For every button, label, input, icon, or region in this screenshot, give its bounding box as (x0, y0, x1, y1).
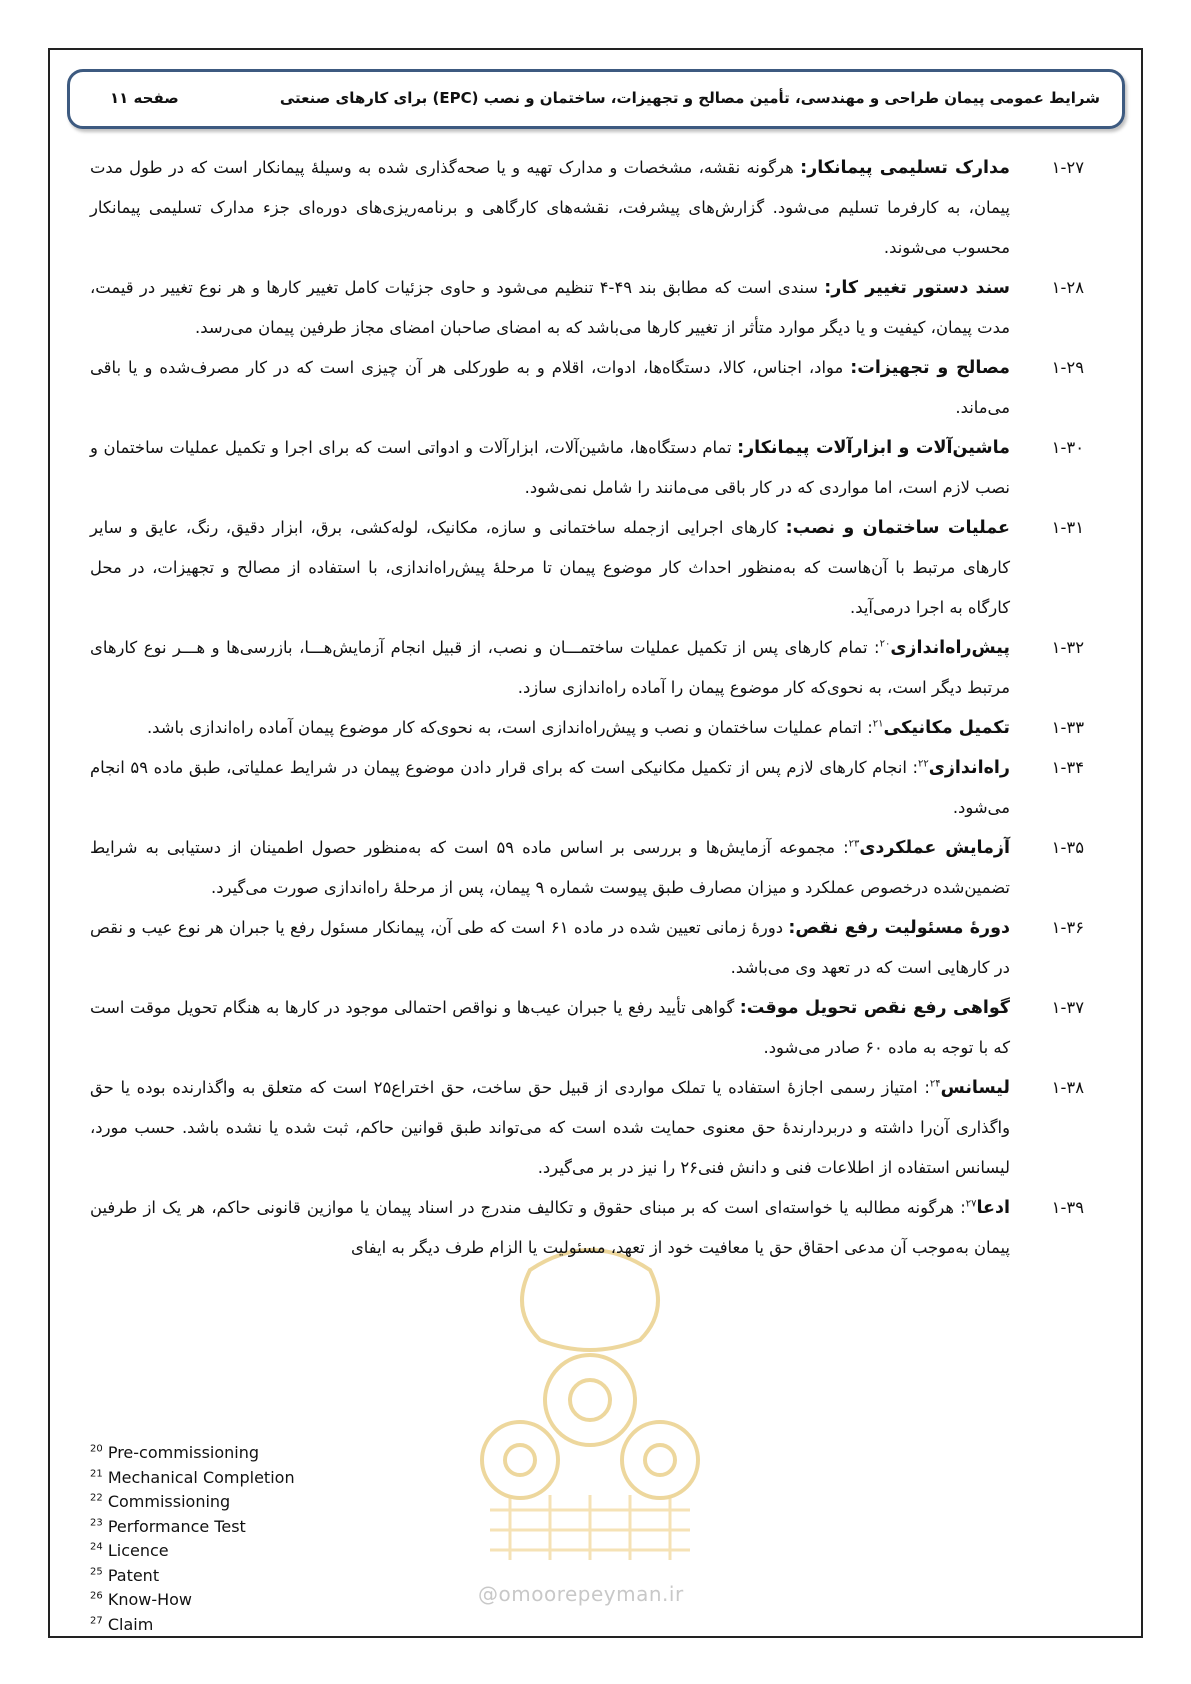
footnote-text: Licence (107, 1541, 169, 1560)
footnote (90, 1588, 295, 1613)
clause (90, 148, 1084, 268)
clause (90, 268, 1084, 348)
clause (90, 1068, 1084, 1188)
clause-text: مواد، اجناس، کالا، دستگاه‌ها، ادوات، اقلام و به طورکلی هر آن چیزی است که در کار مصرف‌شده و یا باقی می‌ماند. (90, 358, 1010, 417)
footnote-ref: ۲۷ (965, 1198, 977, 1210)
clause-term: پیش‌راه‌اندازی (890, 638, 1010, 658)
clause-term: لیسانس (940, 1078, 1010, 1098)
clause-term: سند دستور تغییر کار: (824, 278, 1010, 298)
footnote-text: Mechanical Completion (107, 1467, 295, 1487)
footnote-number: 22 (90, 1492, 103, 1504)
clause-term: تکمیل مکانیکی (883, 718, 1010, 738)
clause-term: راه‌اندازی (928, 758, 1010, 778)
clause-text: هرگونه نقشه، مشخصات و مدارک تهیه و یا صحه‌گذاری شده به وسیلۀ پیمانکار است که در طول مدت پیمان، به کارفرما تسلیم می‌شود. گزارش‌های پیشرفت، نقشه‌های کارگاهی و برنامه‌ریزی‌های دوره‌ای جزء مدارک تسلیمی پیمانکار محسوب می‌شوند. (90, 158, 1010, 257)
clause-text: : اتمام عملیات ساختمان و نصب و پیش‌راه‌اندازی است، به نحوی‌که کار موضوع پیمان آماده راه‌اندازی باشد. (146, 718, 873, 737)
clause-text: : مجموعه آزمایش‌ها و بررسی بر اساس ماده ۵۹ است که به‌منظور حصول اطمینان از دستیابی به شرایط تضمین‌شده درخصوص عملکرد و میزان مصارف طبق پیوست شماره ۹ پیمان، پس از مرحلۀ راه‌اندازی صورت می‌گیرد. (90, 838, 1010, 897)
footnote (90, 1466, 295, 1491)
footnote-ref: ۲۳ (848, 838, 860, 850)
clause (90, 1188, 1084, 1268)
clause-number: ۱-۲۸ (1051, 278, 1084, 297)
footnote-text: Commissioning (107, 1492, 231, 1511)
clause (90, 708, 1084, 748)
page-header (67, 69, 1125, 129)
clause (90, 348, 1084, 428)
watermark-text: @omoorepeyman.ir (478, 1582, 684, 1606)
footnotes (90, 1441, 295, 1637)
watermark-logo (470, 1230, 710, 1560)
page-number: صفحه ۱۱ (110, 89, 179, 107)
clause-number: ۱-۳۵ (1051, 838, 1084, 857)
footnote-number: 20 (90, 1443, 103, 1455)
clause-number: ۱-۲۹ (1051, 358, 1084, 377)
clause-term: مصالح و تجهیزات: (850, 358, 1010, 378)
definitions-body (90, 148, 1084, 1268)
footnote (90, 1490, 295, 1515)
footnote-text: Patent (107, 1565, 160, 1585)
clause-text: : امتیاز رسمی اجازۀ استفاده یا تملک مواردی از قبیل حق ساخت، حق اختراع۲۵ است که متعلق به واگذارنده بوده یا حق واگذاری آن‌را داشته و دربردارندۀ حق معنوی حمایت شده است که می‌تواند طبق قوانین حاکم، ثبت شده یا نشده باشد. حسب مورد، لیسانس استفاده از اطلاعات فنی و دانش فنی۲۶ را نیز در بر می‌گیرد. (90, 1078, 1010, 1177)
clause-term: ادعا (976, 1198, 1010, 1218)
footnote-number: 25 (90, 1566, 103, 1578)
document-title: شرایط عمومی پیمان طراحی و مهندسی، تأمین مصالح و تجهیزات، ساختمان و نصب (EPC) برای کارهای صنعتی (279, 89, 1100, 107)
clause (90, 628, 1084, 708)
clause-number: ۱-۳۴ (1051, 758, 1084, 777)
clause-text: دورۀ زمانی تعیین شده در ماده ۶۱ است که طی آن، پیمانکار مسئول رفع یا جبران هر نوع عیب و نقص در کارهایی است که در تعهد وی می‌باشد. (90, 918, 1010, 977)
clause (90, 828, 1084, 908)
footnote-text: Know-How (107, 1590, 193, 1609)
footnote-text: Pre-commissioning (107, 1443, 260, 1462)
clause-number: ۱-۲۷ (1051, 158, 1084, 177)
clause-text: گواهی تأیید رفع یا جبران عیب‌ها و نواقص احتمالی موجود در کارها به هنگام تحویل موقت است که با توجه به ماده ۶۰ صادر می‌شود. (90, 998, 1010, 1057)
clause-text: : تمام کارهای پس از تکمیل عملیات ساختمـــان و نصب، از قبیل انجام آزمایش‌هـــا، بازرسی‌ها و هـــر نوع کارهای مرتبط دیگر است، به نحوی‌که کار موضوع پیمان را آماده راه‌اندازی سازد. (90, 638, 1010, 697)
clause-term: دورۀ مسئولیت رفع نقص: (788, 918, 1010, 938)
clause-number: ۱-۳۹ (1051, 1198, 1084, 1217)
clause-text: تمام دستگاه‌ها، ماشین‌آلات، ابزارآلات و ادواتی است که برای اجرا و تکمیل عملیات ساختمان و نصب لازم است، اما مواردی که در کار باقی می‌مانند را شامل نمی‌شود. (90, 438, 1010, 497)
footnote-text: Performance Test (107, 1516, 246, 1536)
footnote-number: 23 (90, 1517, 103, 1529)
footnote (90, 1515, 295, 1540)
clause-number: ۱-۳۰ (1051, 438, 1084, 457)
clause-text: : انجام کارهای لازم پس از تکمیل مکانیکی است که برای قرار دادن موضوع پیمان در شرایط عملیاتی، طبق ماده ۵۹ انجام می‌شود. (90, 758, 1010, 817)
clause (90, 908, 1084, 988)
footnote-ref: ۲۲ (918, 758, 929, 770)
clause-text: کارهای اجرایی ازجمله ساختمانی و سازه، مکانیک، لوله‌کشی، برق، ابزار دقیق، رنگ، عایق و سایر کارهای مرتبط با آن‌هاست که به‌منظور احداث کار موضوع پیمان تا مرحلۀ پیش‌راه‌اندازی، با استفاده از مصالح و تجهیزات، در محل کارگاه به اجرا درمی‌آید. (90, 518, 1010, 617)
clause-number: ۱-۳۳ (1051, 718, 1084, 737)
footnote (90, 1539, 295, 1564)
footnote (90, 1564, 295, 1589)
clause (90, 748, 1084, 828)
clause-number: ۱-۳۶ (1051, 918, 1084, 937)
clause-term: عملیات ساختمان و نصب: (785, 518, 1010, 538)
clause-term: ماشین‌آلات و ابزارآلات پیمانکار: (737, 438, 1010, 458)
footnote-ref: ۲۴ (929, 1078, 941, 1090)
clause-number: ۱-۳۸ (1051, 1078, 1084, 1097)
clause-number: ۱-۳۱ (1051, 518, 1084, 537)
clause-term: گواهی رفع نقص تحویل موقت: (739, 998, 1010, 1018)
footnote-ref: ۲۰ (879, 638, 891, 650)
clause-term: مدارک تسلیمی پیمانکار: (800, 158, 1010, 178)
clause-term: آزمایش عملکردی (859, 838, 1010, 858)
footnote-text: Claim (107, 1614, 154, 1634)
clause-text: سندی است که مطابق بند ۴۹-۴ تنظیم می‌شود و حاوی جزئیات کامل تغییر کارها و هر نوع تغییر در قیمت، مدت پیمان، کیفیت و یا دیگر موارد متأثر از تغییر کارها می‌باشد که به امضای صاحبان امضای مجاز طرفین پیمان می‌رسد. (90, 278, 1010, 337)
footnote-number: 27 (90, 1615, 103, 1627)
footnote-number: 26 (90, 1590, 103, 1602)
footnote (90, 1613, 295, 1638)
footnote-ref: ۲۱ (872, 718, 884, 730)
clause-number: ۱-۳۲ (1051, 638, 1084, 657)
clause-number: ۱-۳۷ (1051, 998, 1084, 1017)
clause (90, 508, 1084, 628)
clause (90, 988, 1084, 1068)
footnote (90, 1441, 295, 1466)
footnote-number: 21 (90, 1468, 103, 1480)
footnote-number: 24 (90, 1541, 103, 1553)
clause (90, 428, 1084, 508)
clause-text: : هرگونه مطالبه یا خواسته‌ای است که بر مبنای حقوق و تکالیف مندرج در اسناد پیمان یا موازین قانونی حاکم، هر یک از طرفین پیمان به‌موجب آن مدعی احقاق حق یا معافیت خود از تعهد، مسئولیت یا الزام طرف دیگر به ایفای (90, 1198, 1010, 1257)
